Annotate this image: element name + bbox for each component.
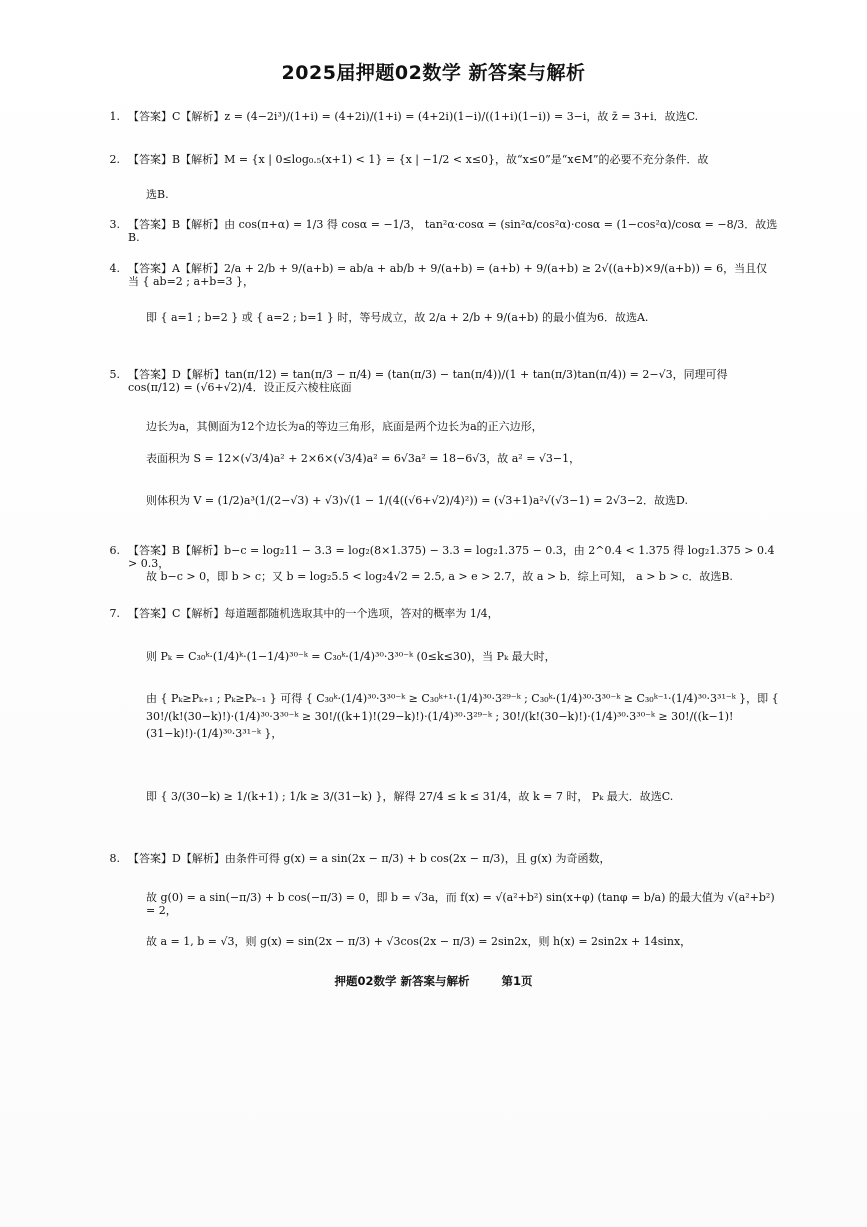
page-footer <box>0 973 867 989</box>
item-text: 【答案】B【解析】由 cos(π+α) = 1/3 得 cosα = −1/3， tan²α·cosα = (sin²α/cos²α)·cosα = (1−cos²α)/cosα = −8/3．故选B. <box>128 218 778 245</box>
item-number: 1. <box>109 110 120 123</box>
item-number: 5. <box>109 368 120 381</box>
item-continuation: 故 b−c > 0，即 b > c；又 b = log₂5.5 < log₂4√2 = 2.5, a > e > 2.7，故 a > b．综上可知， a > b > c．故选B. <box>146 570 733 583</box>
item-continuation: 则体积为 V = (1/2)a³(1/(2−√3) + √3)√(1 − 1/(4((√6+√2)/4)²)) = (√3+1)a²√(√3−1) = 2√3−2．故选D. <box>146 494 688 507</box>
footer-title: 押题02数学 新答案与解析 <box>334 974 470 988</box>
item-continuation: 故 g(0) = a sin(−π/3) + b cos(−π/3) = 0，即 b = √3a，而 f(x) = √(a²+b²) sin(x+φ) (tanφ = b/a) 的最大值为 √(a²+b²) = 2， <box>146 891 775 918</box>
item-number: 8. <box>109 852 120 865</box>
item-number: 3. <box>109 218 120 231</box>
item-text: 【答案】C【解析】每道题都随机选取其中的一个选项，答对的概率为 1/4， <box>128 607 499 620</box>
item-number: 2. <box>109 153 120 166</box>
answer-item <box>109 607 778 620</box>
footer-page-number: 第1页 <box>501 974 533 988</box>
page-title: 2025届押题02数学 新答案与解析 <box>281 62 586 84</box>
item-text: 【答案】D【解析】tan(π/12) = tan(π/3 − π/4) = (tan(π/3) − tan(π/4))/(1 + tan(π/3)tan(π/4)) = 2−√3，同理可得 cos(π/12) = (√6+√2)/4．设正反六棱柱底面 <box>128 368 728 395</box>
answer-item <box>109 153 778 166</box>
answer-item <box>109 218 778 245</box>
system-derivation: 由 { Pₖ≥Pₖ₊₁ ; Pₖ≥Pₖ₋₁ } 可得 { C₃₀ᵏ·(1/4)³⁰·3³⁰⁻ᵏ ≥ C₃₀ᵏ⁺¹·(1/4)³⁰·3²⁹⁻ᵏ ; C₃₀ᵏ·(1/4)³⁰·3³⁰⁻ᵏ ≥ C₃₀ᵏ⁻¹·(1/4)³⁰·3³¹⁻ᵏ }，即 { 30!/(k!(30−k)!)·(1/4)³⁰·3³⁰⁻ᵏ ≥ 30!/((k+1)!(29−k)!)·(1/4)³⁰·3²⁹⁻ᵏ ; 30!/(k!(30−k)!)·(1/4)³⁰·3³⁰⁻ᵏ ≥ 30!/((k−1)!(31−k)!)·(1/4)³⁰·3³¹⁻ᵏ }， <box>146 692 779 741</box>
item-continuation: 表面积为 S = 12×(√3/4)a² + 2×6×(√3/4)a² = 6√3a² = 18−6√3，故 a² = √3−1， <box>146 452 581 465</box>
item-continuation: 选B. <box>146 188 169 201</box>
item-continuation: 即 { 3/(30−k) ≥ 1/(k+1) ; 1/k ≥ 3/(31−k) }，解得 27/4 ≤ k ≤ 31/4，故 k = 7 时， Pₖ 最大．故选C. <box>146 790 674 803</box>
item-text: 【答案】B【解析】M = {x | 0≤log₀.₅(x+1) < 1} = {x | −1/2 < x≤0}，故“x≤0”是“x∈M”的必要不充分条件．故 <box>128 153 709 166</box>
item-text: 【答案】D【解析】由条件可得 g(x) = a sin(2x − π/3) + b cos(2x − π/3)，且 g(x) 为奇函数， <box>128 852 611 865</box>
answer-item <box>109 110 778 123</box>
item-number: 4. <box>109 262 120 275</box>
item-text: 【答案】C【解析】z = (4−2i³)/(1+i) = (4+2i)/(1+i) = (4+2i)(1−i)/((1+i)(1−i)) = 3−i，故 z̄ = 3+i．故选C. <box>128 110 699 123</box>
item-continuation: 即 { a=1 ; b=2 } 或 { a=2 ; b=1 } 时，等号成立，故 2/a + 2/b + 9/(a+b) 的最小值为6．故选A. <box>146 311 649 324</box>
answer-item <box>109 544 778 571</box>
item-text: 【答案】B【解析】b−c = log₂11 − 3.3 = log₂(8×1.375) − 3.3 = log₂1.375 − 0.3，由 2^0.4 < 1.375 得 log₂1.375 > 0.4 > 0.3， <box>128 544 775 571</box>
item-continuation: 则 Pₖ = C₃₀ᵏ·(1/4)ᵏ·(1−1/4)³⁰⁻ᵏ = C₃₀ᵏ·(1/4)³⁰·3³⁰⁻ᵏ (0≤k≤30)，当 Pₖ 最大时， <box>146 650 556 663</box>
answer-item <box>109 368 778 395</box>
item-text: 【答案】A【解析】2/a + 2/b + 9/(a+b) = ab/a + ab/b + 9/(a+b) = (a+b) + 9/(a+b) ≥ 2√((a+b)×9/(a+b)) = 6，当且仅当 { ab=2 ; a+b=3 }， <box>128 262 768 289</box>
item-number: 6. <box>109 544 120 557</box>
item-continuation: 边长为a，其侧面为12个边长为a的等边三角形，底面是两个边长为a的正六边形， <box>146 420 543 433</box>
item-number: 7. <box>109 607 120 620</box>
item-continuation: 故 a = 1, b = √3，则 g(x) = sin(2x − π/3) + √3cos(2x − π/3) = 2sin2x，则 h(x) = 2sin2x + 14sinx， <box>146 935 692 948</box>
answer-item <box>109 852 778 865</box>
answer-item <box>109 262 778 289</box>
